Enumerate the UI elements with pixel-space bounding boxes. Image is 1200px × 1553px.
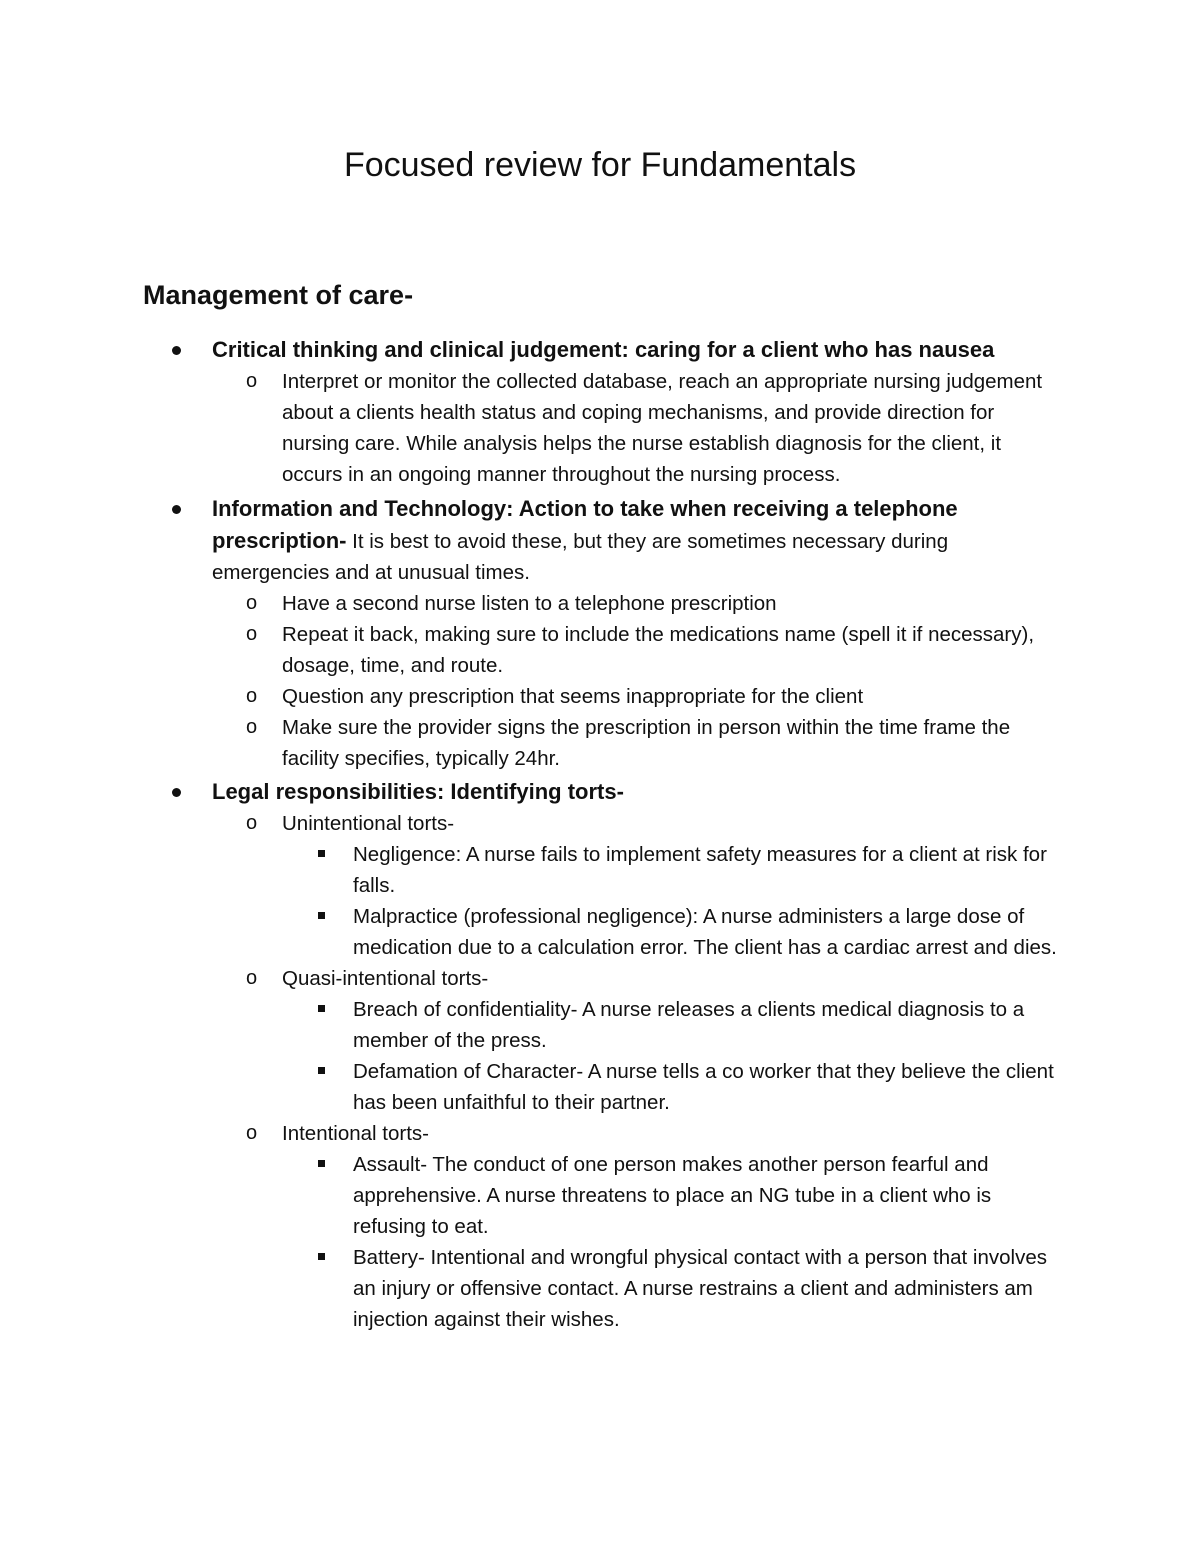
subpoint-text: Negligence: A nurse fails to implement safety measures for a client at risk for falls. [353,843,1047,897]
subpoint [353,839,1063,901]
topic-item [212,776,1062,808]
point-text: Intentional torts- [282,1122,429,1145]
subpoint [353,1242,1063,1335]
subpoint [353,901,1063,963]
subpoint-text: Battery- Intentional and wrongful physical contact with a person that involves an injury or offensive contact. A nurse restrains a client and administers am injection against their wishes. [353,1246,1047,1331]
square-bullet-icon [318,912,325,919]
topic-point [246,712,1062,774]
point-text: Question any prescription that seems inappropriate for the client [282,685,864,708]
topic-item [212,334,1062,366]
point-text: Repeat it back, making sure to include the medications name (spell it if necessary), dosage, time, and route. [282,623,1035,677]
topic-point [246,963,1062,994]
subpoint [353,1056,1063,1118]
subpoint-text: Malpractice (professional negligence): A nurse administers a large dose of medication due to a calculation error. The client has a cardiac arrest and dies. [353,905,1057,959]
topic-heading: Critical thinking and clinical judgement: caring for a client who has nausea [212,337,995,362]
point-text: Make sure the provider signs the prescription in person within the time frame the facility specifies, typically 24hr. [282,716,1011,770]
circle-bullet-icon: o [246,370,258,392]
subpoint [353,994,1063,1056]
topic-item [212,493,1062,588]
document-content [0,334,1200,1335]
disc-bullet-icon [172,346,181,355]
circle-bullet-icon: o [246,812,258,834]
square-bullet-icon [318,1067,325,1074]
disc-bullet-icon [172,788,181,797]
circle-bullet-icon: o [246,716,258,738]
square-bullet-icon [318,1005,325,1012]
subpoint-text: Breach of confidentiality- A nurse releases a clients medical diagnosis to a member of the press. [353,998,1025,1052]
topic-heading: Legal responsibilities: Identifying torts- [212,779,624,804]
section-heading: Management of care- [143,280,414,310]
topic-point [246,366,1062,490]
topic-point [246,808,1062,839]
circle-bullet-icon: o [246,1122,258,1144]
square-bullet-icon [318,1253,325,1260]
topic-point [246,681,1062,712]
topic-point [246,588,1062,619]
point-text: Unintentional torts- [282,812,455,835]
point-text: Interpret or monitor the collected database, reach an appropriate nursing judgement about a clients health status and coping mechanisms, and provide direction for nursing care. While analysis helps the nurse establish diagnosis for the client, it occurs in an ongoing manner throughout the nursing process. [282,370,1043,486]
circle-bullet-icon: o [246,685,258,707]
subpoint [353,1149,1063,1242]
square-bullet-icon [318,850,325,857]
topic-text: It is best to avoid these, but they are sometimes necessary during emergencies and at unusual times. [212,530,949,584]
topic-heading: Information and Technology: Action to take when receiving a telephone prescription- [212,496,958,553]
circle-bullet-icon: o [246,967,258,989]
circle-bullet-icon: o [246,623,258,645]
point-text: Quasi-intentional torts- [282,967,489,990]
document-title: Focused review for Fundamentals [343,146,857,184]
subpoint-text: Assault- The conduct of one person makes another person fearful and apprehensive. A nurse threatens to place an NG tube in a client who is refusing to eat. [353,1153,992,1238]
circle-bullet-icon: o [246,592,258,614]
point-text: Have a second nurse listen to a telephone prescription [282,592,777,615]
topic-point [246,619,1062,681]
square-bullet-icon [318,1160,325,1167]
disc-bullet-icon [172,505,181,514]
topic-point [246,1118,1062,1149]
subpoint-text: Defamation of Character- A nurse tells a co worker that they believe the client has been unfaithful to their partner. [353,1060,1054,1114]
